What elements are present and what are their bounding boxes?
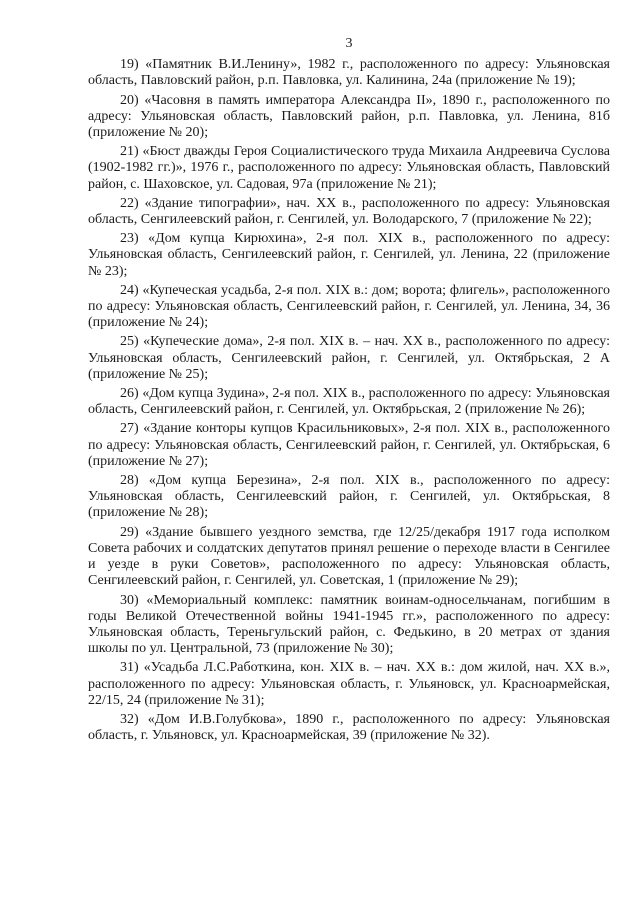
list-item: 24) «Купеческая усадьба, 2-я пол. XIX в.: дом; ворота; флигель», расположенного по адресу: Ульяновская область, Сенгилеевский район, г. Сенгилей, ул. Ленина, 34, 36 (приложение № 24); <box>88 282 610 331</box>
monument-list <box>88 57 610 744</box>
list-item: 22) «Здание типографии», нач. XX в., расположенного по адресу: Ульяновская область, Сенгилеевский район, г. Сенгилей, ул. Володарского, 7 (приложение № 22); <box>88 195 610 228</box>
list-item: 25) «Купеческие дома», 2-я пол. XIX в. – нач. XX в., расположенного по адресу: Ульяновская область, Сенгилеевский район, г. Сенгилей, ул. Октябрьская, 2 А (приложение № 25); <box>88 334 610 382</box>
list-item: 23) «Дом купца Кирюхина», 2-я пол. XIX в., расположенного по адресу: Ульяновская область, Сенгилеевский район, г. Сенгилей, ул. Ленина, 22 (приложение № 23); <box>88 231 610 279</box>
list-item: 26) «Дом купца Зудина», 2-я пол. XIX в., расположенного по адресу: Ульяновская область, Сенгилеевский район, г. Сенгилей, ул. Октябрьская, 2 (приложение № 26); <box>88 386 610 418</box>
list-item: 19) «Памятник В.И.Ленину», 1982 г., расположенного по адресу: Ульяновская область, Павловский район, р.п. Павловка, ул. Калинина, 24а (приложение № 19); <box>88 57 610 89</box>
list-item: 30) «Мемориальный комплекс: памятник воинам-односельчанам, погибшим в годы Великой Отечественной войны 1941-1945 гг.», расположенного по адресу: Ульяновская область, Тереньгульский район, с. Федькино, в 20 метрах от здания школы по ул. Центральной, 73 (приложение № 30); <box>88 592 610 657</box>
list-item: 21) «Бюст дважды Героя Социалистического труда Михаила Андреевича Суслова (1902-1982 гг.)», 1976 г., расположенного по адресу: Ульяновская область, Павловский район, с. Шаховское, ул. Садовая, 97а (приложение № 21); <box>88 144 610 192</box>
list-item: 28) «Дом купца Березина», 2-я пол. XIX в., расположенного по адресу: Ульяновская область, Сенгилеевский район, г. Сенгилей, ул. Октябрьская, 8 (приложение № 28); <box>88 473 610 521</box>
list-item: 27) «Здание конторы купцов Красильниковых», 2-я пол. XIX в., расположенного по адресу: Ульяновская область, Сенгилеевский район, г. Сенгилей, ул. Октябрьская, 6 (приложение № 27); <box>88 421 610 469</box>
list-item: 31) «Усадьба Л.С.Работкина, кон. XIX в. – нач. XX в.: дом жилой, нач. XX в.», расположенного по адресу: Ульяновская область, г. Ульяновск, ул. Красноармейская, 22/15, 24 (приложение № 31); <box>88 660 610 708</box>
list-item: 32) «Дом И.В.Голубкова», 1890 г., расположенного по адресу: Ульяновская область, г. Ульяновск, ул. Красноармейская, 39 (приложение № 32). <box>88 711 610 744</box>
list-item: 29) «Здание бывшего уездного земства, где 12/25/декабря 1917 года исполком Совета рабочих и солдатских депутатов принял решение о переходе власти в Сенгилее и уезде в руки Советов», расположенного по адресу: Ульяновская область, Сенгилеевский район, г. Сенгилей, ул. Советская, 1 (приложение № 29); <box>88 524 610 589</box>
list-item: 20) «Часовня в память императора Александра II», 1890 г., расположенного по адресу: Ульяновская область, Павловский район, р.п. Павловка, ул. Ленина, 81б (приложение № 20); <box>88 92 610 141</box>
page-number: 3 <box>345 36 353 51</box>
